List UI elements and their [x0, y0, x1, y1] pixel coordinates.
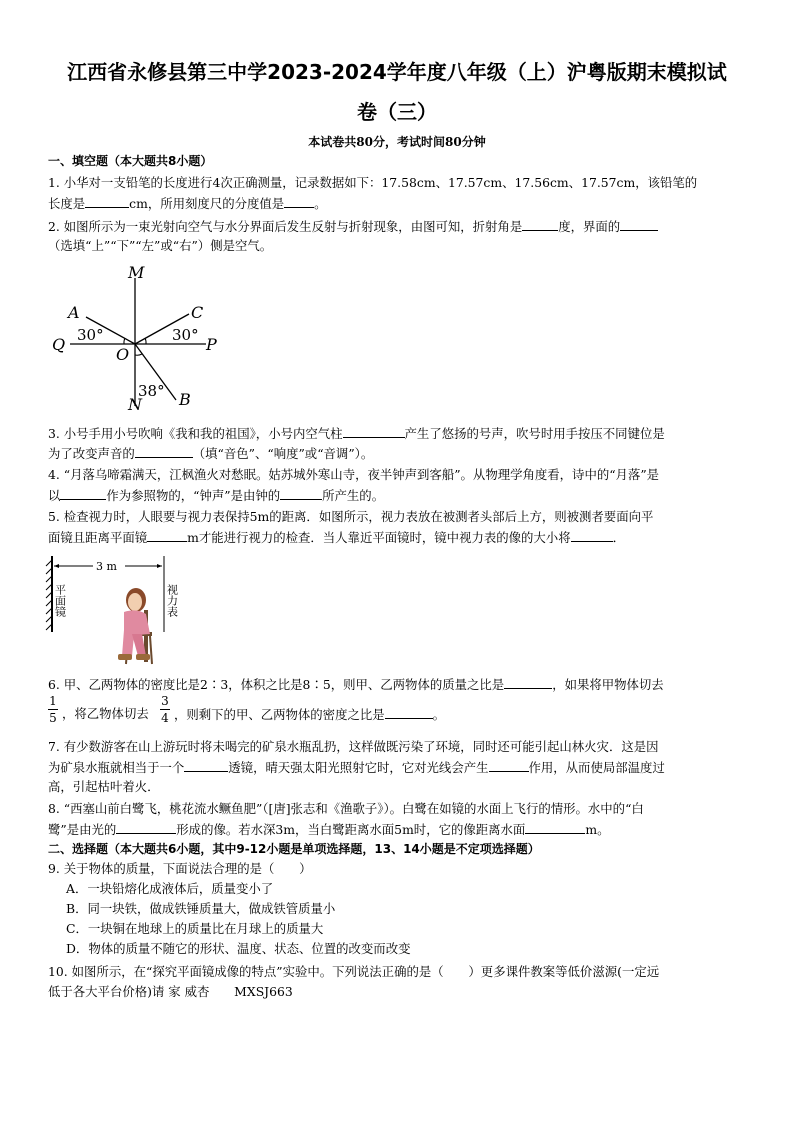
- q1-text-b: cm，所用刻度尺的分度值是: [129, 196, 285, 211]
- q6-text-c: ，则剩下的甲、乙两物体的密度之比是: [174, 707, 385, 722]
- q7-text-a: 为矿泉水瓶就相当于一个: [48, 760, 185, 775]
- q7-text-c: 作用，从而使局部温度过: [528, 760, 665, 775]
- q6-line2-part2: [174, 706, 445, 723]
- angle-label-c: 30°: [172, 326, 199, 344]
- q8-line1: 8. “西塞山前白鹭飞，桃花流水鳜鱼肥”（[唐]张志和《渔歌子》）。白鹭在如镜的水面上飞行的情形。水中的“白: [48, 801, 644, 816]
- q8-blank-2[interactable]: [525, 821, 585, 834]
- q3-text-d: （填“音色”、“响度”或“音调”）。: [192, 446, 374, 461]
- chart-label: 视力表: [165, 584, 179, 617]
- q6-line2-part1: ，将乙物体切去: [62, 706, 149, 721]
- q1-line1: 1. 小华对一支铅笔的长度进行4次正确测量，记录数据如下：17.58cm、17.57cm、17.56cm、17.57cm，该铅笔的: [48, 175, 698, 190]
- q8-text-b: 形成的像。若水深3m，当白鹭距离水面5m时，它的像距离水面: [176, 822, 526, 837]
- q1-blank-1[interactable]: [85, 195, 129, 208]
- arrowhead-left: [54, 564, 59, 568]
- q10-line2: 低于各大平台价格)请 家 威杏 MXSJ663: [48, 984, 293, 999]
- q7-line1: 7. 有少数游客在山上游玩时将未喝完的矿泉水瓶乱扔，这样做既污染了环境，同时还可能引起山林火灾．这是因: [48, 739, 659, 754]
- q1-line2: [48, 195, 327, 212]
- label-a: A: [68, 303, 80, 322]
- q2-text-b: 度，界面的: [558, 219, 621, 234]
- q2-line2: （选填“上”“下”“左”或“右”）侧是空气。: [48, 238, 273, 253]
- q5-line2: [48, 529, 625, 546]
- q4-text-b: 作为参照物的，“钟声”是由钟的: [106, 488, 281, 503]
- exam-title-line2: 卷（三）: [357, 100, 437, 124]
- q6-text-b: ，如果将甲物体切去: [552, 677, 664, 692]
- arc-angle-b: [135, 354, 142, 355]
- section2-heading: 二、选择题（本大题共6小题，其中9-12小题是单项选择题，13、14小题是不定项选择题）: [48, 842, 540, 856]
- q3-text-b: 产生了悠扬的号声，吹号时用手按压不同键位是: [404, 426, 665, 441]
- q6-blank-2[interactable]: [385, 706, 433, 719]
- q9-option-a[interactable]: A．一块铅熔化成液体后，质量变小了: [66, 881, 274, 896]
- q2-blank-1[interactable]: [522, 218, 558, 231]
- q5-text-a: 面镜且距离平面镜: [48, 530, 148, 545]
- label-q: Q: [52, 335, 66, 354]
- q4-blank-1[interactable]: [60, 487, 106, 500]
- q6-blank-1[interactable]: [504, 676, 552, 689]
- label-p: P: [206, 335, 217, 354]
- frac2-denominator: 4: [161, 711, 169, 725]
- angle-label-b: 38°: [138, 382, 165, 400]
- q8-text-a: 鹭”是由光的: [48, 822, 117, 837]
- exam-subtitle: 本试卷共80分，考试时间80分钟: [308, 135, 486, 149]
- distance-label: 3 m: [96, 560, 117, 573]
- q3-text-a: 3. 小号手用小号吹响《我和我的祖国》，小号内空气柱: [48, 426, 343, 441]
- q6-text-a: 6. 甲、乙两物体的密度比是2∶3，体积之比是8∶5，则甲、乙两物体的质量之比是: [48, 677, 505, 692]
- q9-option-d[interactable]: D．物体的质量不随它的形状、温度、状态、位置的改变而改变: [66, 941, 411, 956]
- q1-blank-2[interactable]: [284, 195, 314, 208]
- q7-text-b: 透镜，晴天强太阳光照射它时，它对光线会产生: [228, 760, 489, 775]
- q2-text-a: 2. 如图所示为一束光射向空气与水分界面后发生反射与折射现象，由图可知，折射角是: [48, 219, 523, 234]
- q5-text-b: m才能进行视力的检查．当人靠近平面镜时，镜中视力表的像的大小将: [187, 530, 571, 545]
- label-c: C: [191, 303, 204, 322]
- label-m: M: [128, 263, 145, 282]
- section1-heading: 一、填空题（本大题共8小题）: [48, 154, 213, 168]
- mirror-label: 平面镜: [53, 584, 67, 617]
- label-b: B: [179, 390, 191, 409]
- frac1-numerator: 1: [49, 694, 57, 708]
- refraction-diagram: [48, 262, 238, 412]
- q3-line2: [48, 445, 373, 462]
- label-n: N: [128, 395, 142, 412]
- q2-line1: [48, 218, 658, 235]
- angle-label-a: 30°: [77, 326, 104, 344]
- q9-stem: 9. 关于物体的质量，下面说法合理的是（ ）: [48, 861, 312, 876]
- eye-test-diagram: [38, 552, 198, 668]
- q1-text-c: 。: [314, 196, 327, 211]
- q4-line1: 4. “月落乌啼霜满天，江枫渔火对愁眠。姑苏城外寒山寺，夜半钟声到客船”。从物理学角度看，诗中的“月落”是: [48, 467, 660, 482]
- q7-line3: 高，引起枯叶着火．: [48, 779, 160, 794]
- q3-blank-1[interactable]: [343, 425, 405, 438]
- fraction-one-fifth: [47, 694, 59, 725]
- q10-line1: 10. 如图所示，在“探究平面镜成像的特点”实验中。下列说法正确的是（ ）更多课件教案等低价滋源(一定远: [48, 964, 660, 979]
- frac2-numerator: 3: [161, 694, 169, 708]
- fraction-three-quarters: [159, 694, 171, 725]
- q4-line2: [48, 487, 384, 504]
- q4-text-a: 以: [48, 488, 61, 503]
- q3-text-c: 为了改变声音的: [48, 446, 135, 461]
- q5-text-c: ．: [612, 530, 625, 545]
- arrowhead-right: [157, 564, 162, 568]
- q5-blank-2[interactable]: [571, 529, 613, 542]
- q1-text-a: 长度是: [48, 196, 86, 211]
- arc-angle-a: [124, 338, 125, 344]
- exam-title-line1: 江西省永修县第三中学2023-2024学年度八年级（上）沪粤版期末模拟试: [67, 60, 727, 84]
- q8-line2: [48, 821, 609, 838]
- q8-text-c: m。: [585, 822, 610, 837]
- q6-text-d: 。: [432, 707, 446, 722]
- q9-option-c[interactable]: C．一块铜在地球上的质量比在月球上的质量大: [66, 921, 324, 936]
- q9-option-b[interactable]: B．同一块铁，做成铁锤质量大，做成铁管质量小: [66, 901, 336, 916]
- q5-blank-1[interactable]: [147, 529, 187, 542]
- q5-line1: 5. 检查视力时，人眼要与视力表保持5m的距离．如图所示，视力表放在被测者头部后上方，则被测者要面向平: [48, 509, 654, 524]
- q8-blank-1[interactable]: [116, 821, 176, 834]
- q3-line1: [48, 425, 665, 442]
- q2-blank-2[interactable]: [620, 218, 658, 231]
- q4-text-c: 所产生的。: [322, 488, 385, 503]
- frac1-denominator: 5: [49, 711, 57, 725]
- q4-blank-2[interactable]: [280, 487, 322, 500]
- q6-line1: [48, 676, 664, 693]
- q7-line2: [48, 759, 665, 776]
- label-o: O: [116, 345, 130, 364]
- q3-blank-2[interactable]: [135, 445, 193, 458]
- q7-blank-1[interactable]: [184, 759, 228, 772]
- arc-angle-c: [145, 338, 146, 344]
- seated-person-figure: [118, 588, 152, 664]
- q7-blank-2[interactable]: [489, 759, 529, 772]
